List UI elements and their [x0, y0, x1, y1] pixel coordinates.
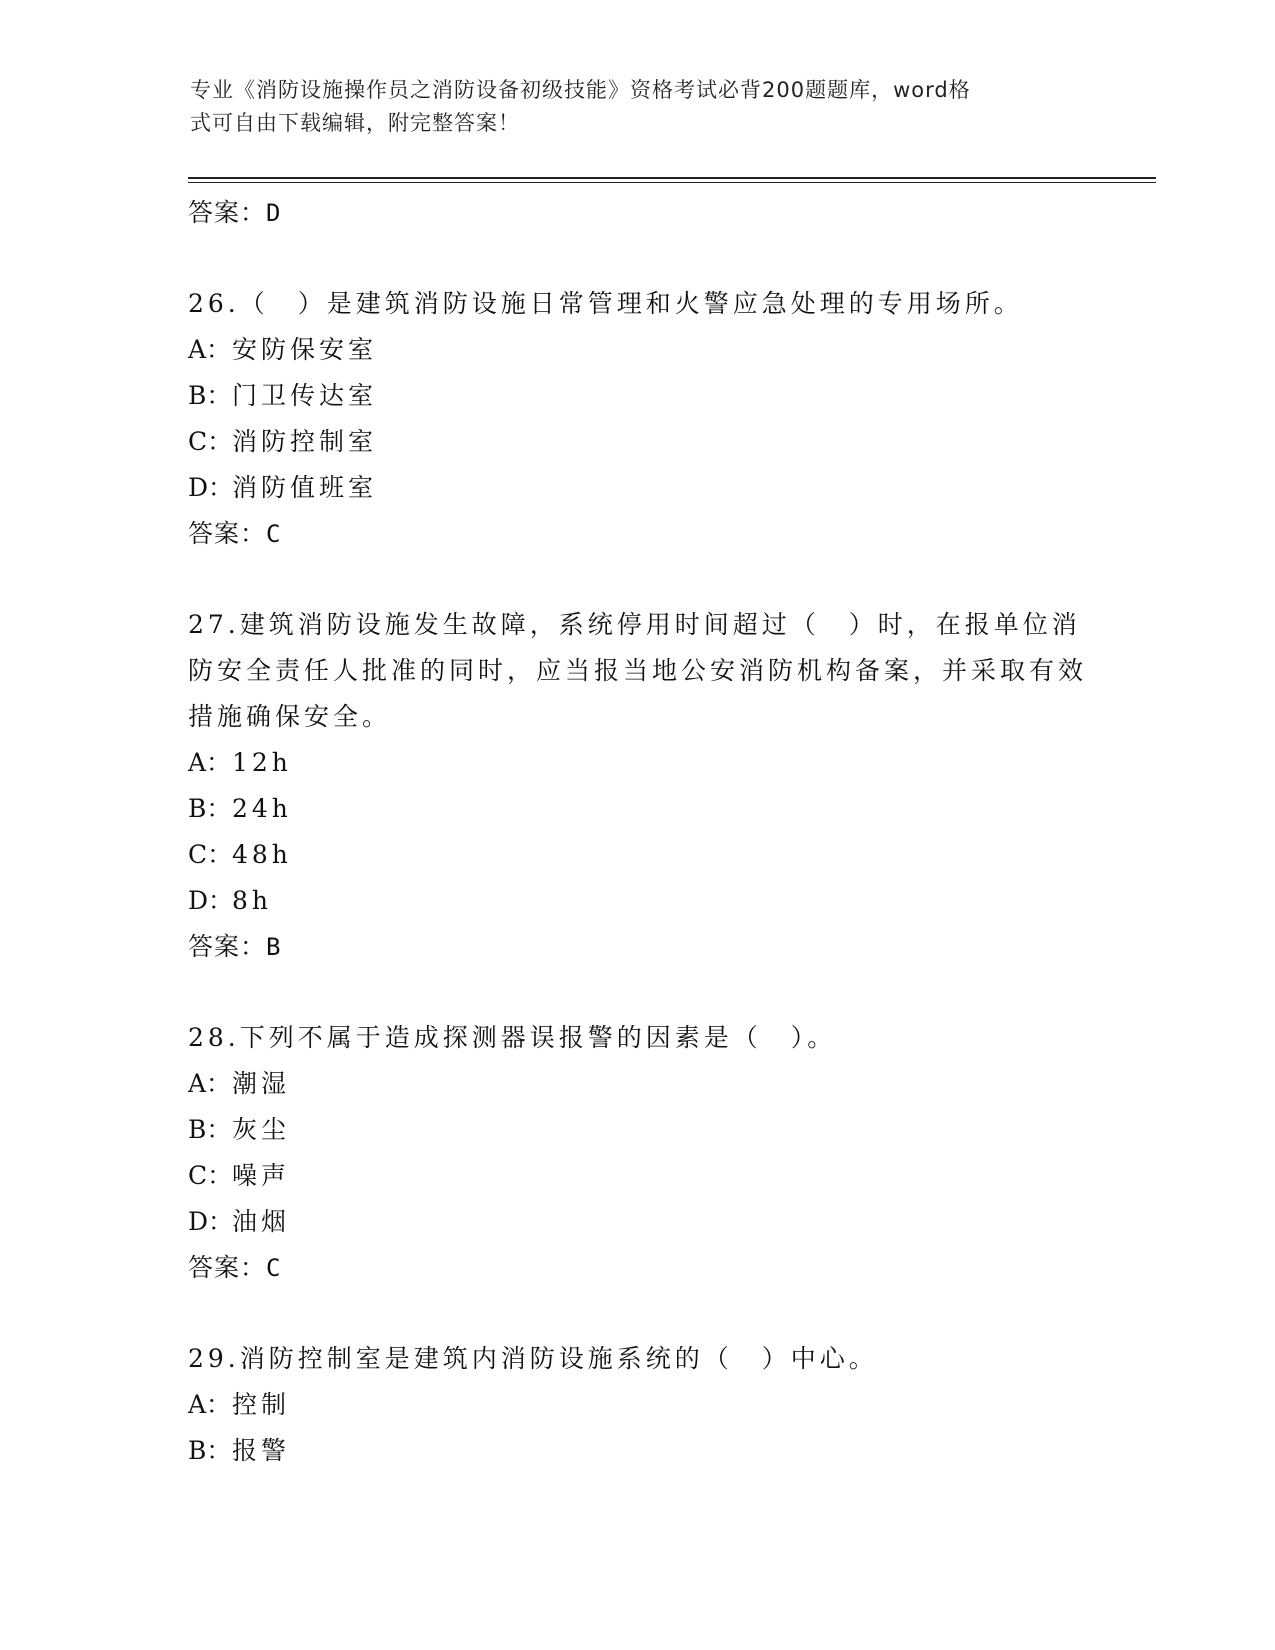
- option-a: [188, 740, 1088, 786]
- option-b: [188, 1107, 1088, 1153]
- option-b: [188, 373, 1088, 419]
- question-stem: 27.建筑消防设施发生故障，系统停用时间超过（ ）时，在报单位消防安全责任人批准的同时，应当报当地公安消防机构备案，并采取有效措施确保安全。: [188, 610, 1088, 731]
- answer-label: 答案：: [188, 198, 267, 227]
- answer-value: C: [266, 520, 282, 548]
- answer-label: 答案：: [188, 519, 267, 548]
- option-letter: A：: [188, 748, 232, 777]
- question-stem: 26.（ ）是建筑消防设施日常管理和火警应急处理的专用场所。: [188, 289, 1023, 318]
- option-text: 消防控制室: [232, 427, 378, 456]
- answer-label: 答案：: [188, 1253, 267, 1282]
- option-text: 12h: [232, 748, 292, 777]
- option-letter: B：: [188, 381, 232, 410]
- option-letter: D：: [188, 886, 234, 915]
- header-line-2: 式可自由下载编辑，附完整答案！: [190, 111, 520, 135]
- answer-line: [188, 1245, 1088, 1291]
- answer-label: 答案：: [188, 932, 267, 961]
- header-divider-thin: [188, 182, 1156, 183]
- option-text: 报警: [232, 1436, 291, 1465]
- option-text: 控制: [232, 1390, 291, 1419]
- option-d: [188, 1199, 1088, 1245]
- option-text: 24h: [232, 794, 292, 823]
- answer-value: B: [266, 933, 282, 961]
- option-letter: C：: [188, 1161, 233, 1190]
- option-text: 噪声: [232, 1161, 291, 1190]
- option-letter: B：: [188, 1436, 232, 1465]
- option-letter: A：: [188, 1069, 232, 1098]
- option-letter: B：: [188, 1115, 232, 1144]
- spacer: [188, 970, 1088, 1015]
- answer-line: [188, 190, 1088, 236]
- option-letter: C：: [188, 427, 233, 456]
- option-d: [188, 878, 1088, 924]
- question-stem: 29.消防控制室是建筑内消防设施系统的（ ）中心。: [188, 1344, 878, 1373]
- question-list: [188, 190, 1088, 1474]
- option-text: 8h: [232, 886, 273, 915]
- option-d: [188, 465, 1088, 511]
- spacer: [188, 557, 1088, 602]
- option-c: [188, 832, 1088, 878]
- header-line-1: 专业《消防设施操作员之消防设备初级技能》资格考试必背200题题库，word格: [190, 78, 971, 102]
- option-a: [188, 327, 1088, 373]
- option-text: 门卫传达室: [232, 381, 378, 410]
- answer-value: C: [266, 1254, 282, 1282]
- option-letter: C：: [188, 840, 233, 869]
- option-a: [188, 1382, 1088, 1428]
- option-c: [188, 1153, 1088, 1199]
- answer-line: [188, 924, 1088, 970]
- option-b: [188, 1428, 1088, 1474]
- option-text: 灰尘: [232, 1115, 291, 1144]
- option-letter: D：: [188, 473, 234, 502]
- option-letter: A：: [188, 1390, 232, 1419]
- option-text: 安防保安室: [232, 335, 378, 364]
- option-text: 潮湿: [232, 1069, 291, 1098]
- option-text: 消防值班室: [232, 473, 378, 502]
- option-c: [188, 419, 1088, 465]
- question-stem: 28.下列不属于造成探测器误报警的因素是（ ）。: [188, 1023, 837, 1052]
- answer-value: D: [266, 199, 282, 227]
- option-a: [188, 1061, 1088, 1107]
- option-b: [188, 786, 1088, 832]
- option-text: 油烟: [232, 1207, 291, 1236]
- option-letter: A：: [188, 335, 232, 364]
- document-header: [190, 74, 1070, 140]
- spacer: [188, 1291, 1088, 1336]
- header-divider-thick: [188, 177, 1156, 179]
- spacer: [188, 236, 1088, 281]
- option-letter: B：: [188, 794, 232, 823]
- option-letter: D：: [188, 1207, 234, 1236]
- answer-line: [188, 511, 1088, 557]
- option-text: 48h: [232, 840, 292, 869]
